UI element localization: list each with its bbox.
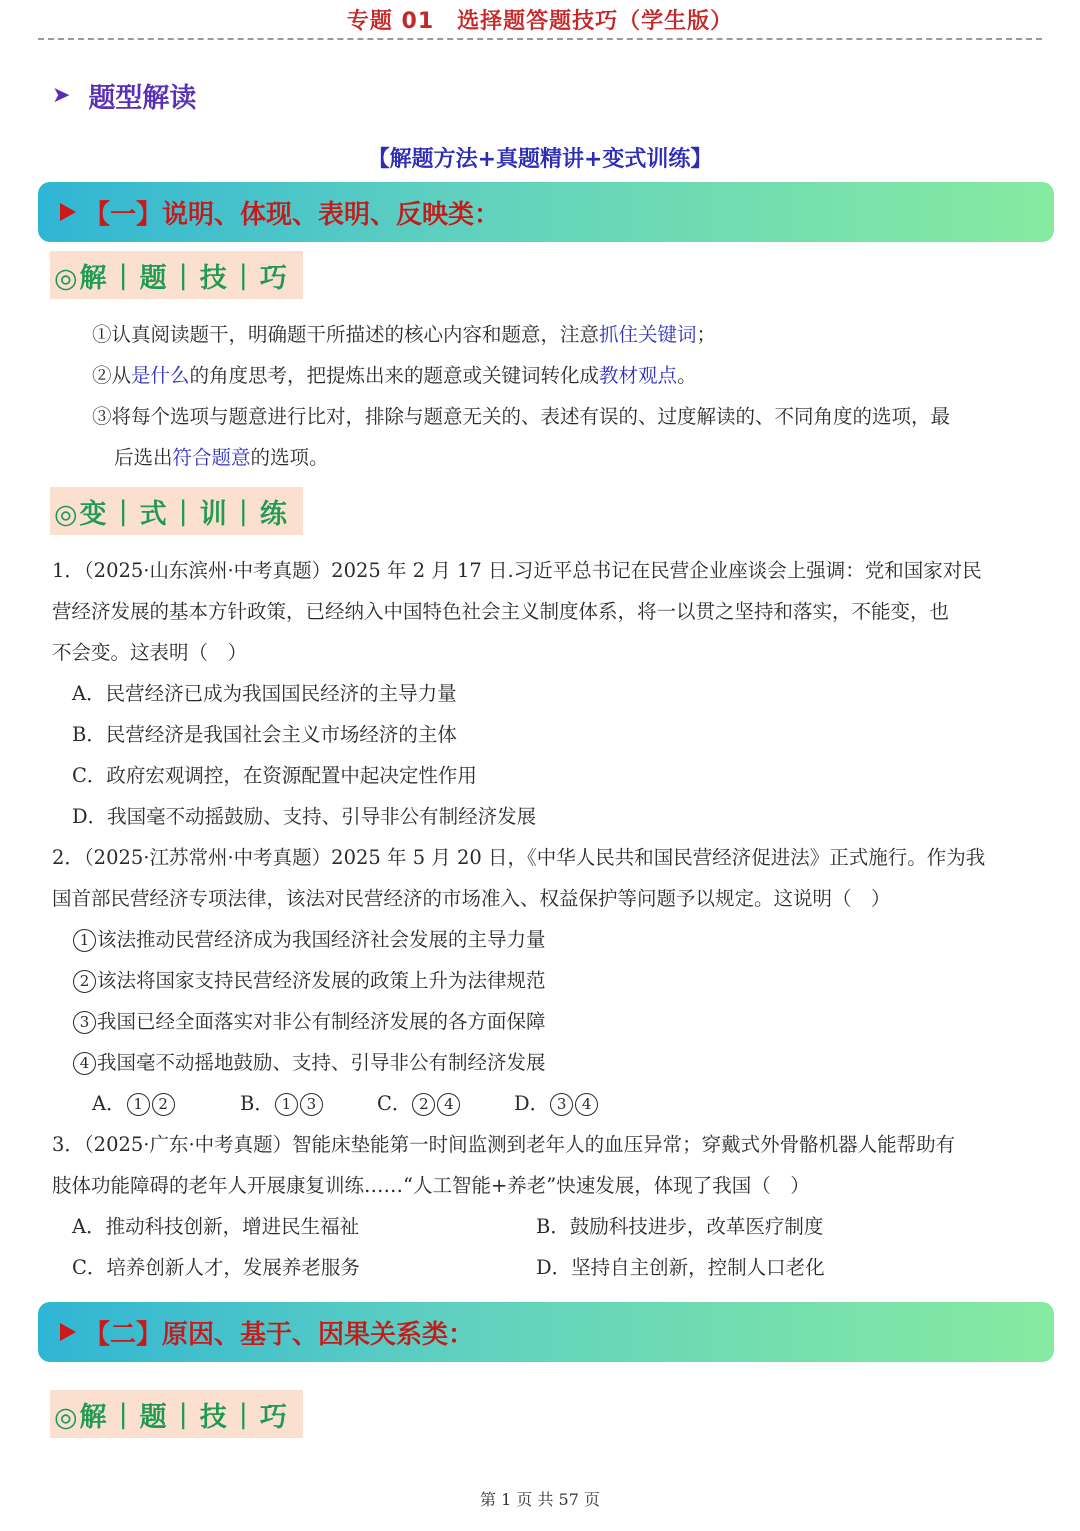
tip-3-line1: ③将每个选项与题意进行比对，排除与题意无关的、表述有误的、过度解读的、不同角度的选项，最 (92, 405, 951, 428)
choice-letter: C． (377, 1092, 412, 1115)
q2-statement (72, 960, 546, 1001)
q2-stem-line2: 国首部民营经济专项法律，该法对民营经济的市场准入、权益保护等问题予以规定。这说明（ ） (52, 887, 891, 910)
choice-letter: D． (514, 1092, 550, 1115)
tips-tag-part2 (50, 1390, 303, 1438)
document-header-title: 专题 01 选择题答题技巧（学生版） (346, 9, 734, 34)
part1-band-label: 【一】说明、体现、表明、反映类： (84, 199, 501, 230)
tip-text: 后选出 (114, 446, 173, 469)
q1-stem-line3: 不会变。这表明（ ） (52, 641, 248, 664)
tag-word: 技 (199, 1401, 229, 1433)
circled-number: 1 (73, 929, 96, 952)
tag-word: ◎解 (54, 1401, 109, 1433)
tag-separator: | (178, 1398, 190, 1430)
part1-band (38, 182, 1054, 242)
header-divider (38, 38, 1042, 40)
tip-1 (92, 314, 716, 355)
q2-choice-c (377, 1083, 461, 1124)
q1-option-a: A．民营经济已成为我国国民经济的主导力量 (72, 682, 457, 705)
choice-letter: A． (92, 1092, 126, 1115)
q1-option-b: B．民营经济是我国社会主义市场经济的主体 (72, 723, 457, 746)
q3-option-a: A．推动科技创新，增进民生福祉 (72, 1215, 360, 1238)
tag-word: ◎变 (54, 498, 109, 530)
statement-text: 该法推动民营经济成为我国经济社会发展的主导力量 (97, 928, 546, 951)
practice-tag (50, 487, 303, 535)
tag-word: 训 (199, 498, 229, 530)
tip-text: 的选项。 (250, 446, 329, 469)
q3-option-b: B．鼓励科技进步，改革医疗制度 (536, 1215, 824, 1238)
tag-separator: | (178, 259, 190, 291)
tip-text: ； (696, 323, 717, 346)
tip-highlight: 抓住关键词 (599, 323, 697, 346)
tip-text: ①认真阅读题干，明确题干所描述的核心内容和题意，注意 (92, 323, 600, 346)
circled-number: 3 (550, 1093, 573, 1116)
statement-text: 我国已经全面落实对非公有制经济发展的各方面保障 (97, 1010, 546, 1033)
q2-choice-a (92, 1083, 176, 1124)
page-number: 第 1 页 共 57 页 (480, 1490, 600, 1509)
tag-word: ◎解 (54, 262, 109, 294)
tag-word: 技 (199, 262, 229, 294)
tips-tag (50, 251, 303, 299)
tip-text: 的角度思考，把提炼出来的题意或关键词转化成 (189, 364, 600, 387)
tag-separator: | (238, 495, 250, 527)
tip-2 (92, 355, 697, 396)
circled-number: 2 (412, 1093, 435, 1116)
statement-text: 该法将国家支持民营经济发展的政策上升为法律规范 (97, 969, 546, 992)
tag-word: 题 (139, 262, 169, 294)
play-triangle-icon (60, 1323, 76, 1341)
q2-stem-line1: 2．（2025·江苏常州·中考真题）2025 年 5 月 20 日，《中华人民共和国民营经济促进法》正式施行。作为我 (52, 846, 986, 869)
circled-number: 4 (575, 1093, 598, 1116)
tip-3-line2 (114, 437, 329, 478)
tag-separator: | (118, 1398, 130, 1430)
tag-word: 巧 (259, 262, 289, 294)
circled-number: 1 (127, 1093, 150, 1116)
subtitle: 【解题方法+真题精讲+变式训练】 (367, 147, 713, 172)
q1-option-c: C．政府宏观调控，在资源配置中起决定性作用 (72, 764, 477, 787)
q1-stem-line1: 1．（2025·山东滨州·中考真题）2025 年 2 月 17 日.习近平总书记在民营企业座谈会上强调：党和国家对民 (52, 559, 982, 582)
tag-separator: | (178, 495, 190, 527)
q3-stem-line1: 3．（2025·广东·中考真题）智能床垫能第一时间监测到老年人的血压异常；穿戴式外骨骼机器人能帮助有 (52, 1133, 956, 1156)
tag-separator: | (238, 1398, 250, 1430)
tip-text: ②从 (92, 364, 132, 387)
tag-separator: | (238, 259, 250, 291)
q3-stem-line2: 肢体功能障碍的老年人开展康复训练……“人工智能+养老”快速发展，体现了我国（ ） (52, 1174, 810, 1197)
q3-option-d: D．坚持自主创新，控制人口老化 (536, 1256, 825, 1279)
tip-highlight: 是什么 (131, 364, 190, 387)
circled-number: 2 (152, 1093, 175, 1116)
tip-highlight: 符合题意 (172, 446, 251, 469)
tag-separator: | (118, 259, 130, 291)
circled-number: 4 (73, 1052, 96, 1075)
part2-band-label: 【二】原因、基于、因果关系类： (84, 1319, 475, 1350)
tag-word: 题 (139, 1401, 169, 1433)
q1-stem-line2: 营经济发展的基本方针政策，已经纳入中国特色社会主义制度体系，将一以贯之坚持和落实，不能变，也 (52, 600, 950, 623)
tag-word: 练 (259, 498, 289, 530)
circled-number: 1 (275, 1093, 298, 1116)
tag-separator: | (118, 495, 130, 527)
tip-text: 。 (677, 364, 697, 387)
q1-option-d: D．我国毫不动摇鼓励、支持、引导非公有制经济发展 (72, 805, 537, 828)
q2-choice-d (514, 1083, 599, 1124)
circled-number: 3 (73, 1011, 96, 1034)
part2-band (38, 1302, 1054, 1362)
q2-statement (72, 1042, 546, 1083)
tip-highlight: 教材观点 (599, 364, 678, 387)
circled-number: 2 (73, 970, 96, 993)
play-triangle-icon (60, 203, 76, 221)
circled-number: 3 (300, 1093, 323, 1116)
tag-word: 式 (139, 498, 169, 530)
tag-word: 巧 (259, 1401, 289, 1433)
circled-number: 4 (437, 1093, 460, 1116)
q2-statement (72, 1001, 546, 1042)
q3-option-c: C．培养创新人才，发展养老服务 (72, 1256, 360, 1279)
section-heading-text: 题型解读 (88, 83, 197, 114)
statement-text: 我国毫不动摇地鼓励、支持、引导非公有制经济发展 (97, 1051, 546, 1074)
section-heading (52, 76, 196, 115)
q2-choice-b (240, 1083, 324, 1124)
choice-letter: B． (240, 1092, 274, 1115)
arrow-icon: ➤ (52, 83, 71, 108)
q2-statement (72, 919, 546, 960)
